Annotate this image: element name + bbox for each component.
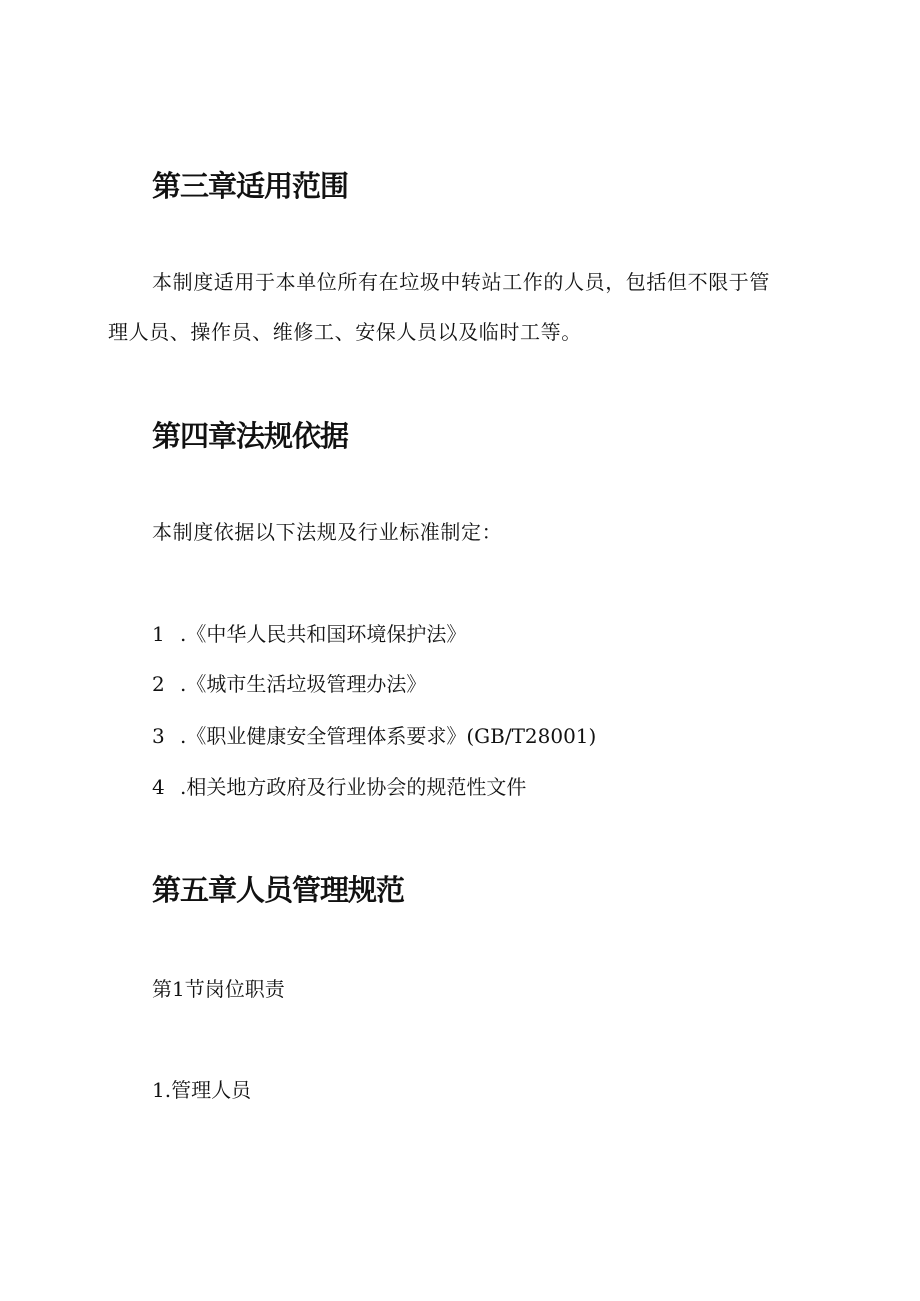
list-item-text: .《职业健康安全管理体系要求》(GB/T28001) [180,724,597,748]
list-item-number: 3 [152,724,165,748]
list-item-number: 1 [152,622,165,646]
chapter-4-heading: 第四章法规依据 [152,419,349,453]
list-item-number: 2 [152,672,165,696]
chapter-5-heading: 第五章人员管理规范 [152,873,405,907]
list-item [152,620,466,648]
list-item-number: 4 [152,775,165,799]
list-item [152,773,526,801]
chapter-3-heading: 第三章适用范围 [152,169,349,203]
section-heading: 第1节岗位职责 [152,977,285,1001]
list-item [152,670,426,698]
chapter-4-intro: 本制度依据以下法规及行业标准制定： [152,520,503,544]
list-item-text: .相关地方政府及行业协会的规范性文件 [180,775,527,799]
chapter-3-paragraph-line-1: 本制度适用于本单位所有在垃圾中转站工作的人员，包括但不限于管 [152,270,770,294]
subsection-item: 1.管理人员 [152,1078,252,1102]
list-item [152,722,596,750]
list-item-text: .《中华人民共和国环境保护法》 [180,622,467,646]
list-item-text: .《城市生活垃圾管理办法》 [180,672,427,696]
chapter-3-paragraph-line-2: 理人员、操作员、维修工、安保人员以及临时工等。 [108,320,582,344]
